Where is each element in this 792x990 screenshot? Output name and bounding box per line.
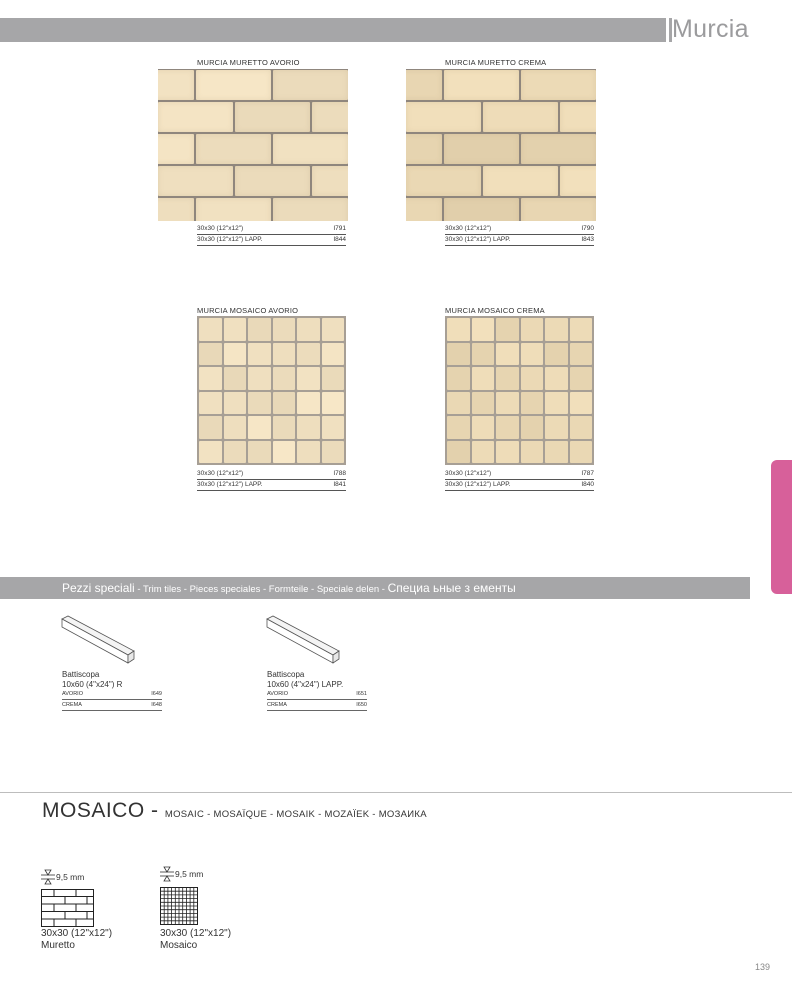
trim-code-row [267,700,367,711]
thickness-icon [159,864,175,884]
mosaic-chip [322,318,345,341]
code-row [445,469,594,480]
code-text: I648 [151,702,162,708]
mosaic-chip [545,416,568,439]
mosaic-chip [496,318,519,341]
mosaic-chip [273,416,296,439]
mosaico-crema-image [445,316,594,465]
size-text: 30x30 (12"x12") [197,470,244,477]
mosaic-chip [273,318,296,341]
muretto-pattern-icon [41,889,94,927]
mosaic-chip [248,343,271,366]
mosaic-chip [199,318,222,341]
mosaic-chip [248,318,271,341]
format-size: 30x30 (12"x12") [160,928,232,939]
mosaic-chip [447,343,470,366]
brick-tile [521,198,596,221]
code-text: I788 [333,470,346,477]
mosaic-chip [297,441,320,464]
mosaic-chip [521,441,544,464]
mosaic-chip [248,367,271,390]
mosaic-chip [570,392,593,415]
mosaic-chip [496,392,519,415]
tone-text: AVORIO [267,691,288,697]
mosaico-title: MOSAICO - [42,799,159,822]
mosaic-chip [570,318,593,341]
mosaic-chip [273,367,296,390]
mosaic-chip [322,416,345,439]
product-name: MURCIA MURETTO AVORIO [197,58,300,67]
mosaic-chip [496,416,519,439]
mosaic-chip [273,441,296,464]
mosaic-chip [224,318,247,341]
mosaic-chip [472,318,495,341]
tone-text: CREMA [62,702,82,708]
size-text: 30x30 (12"x12") LAPP. [197,236,263,243]
brick-tile [235,166,310,196]
mosaic-chip [322,343,345,366]
trim-item-label [62,670,122,690]
mosaic-chip [447,416,470,439]
mosaic-chip [545,392,568,415]
product-codes [197,469,346,491]
brick-tile [406,134,442,164]
brick-tile [483,102,558,132]
brick-tile [158,198,194,221]
brick-tile [444,134,519,164]
code-row [197,480,346,491]
trim-item-codes [62,689,162,711]
mosaic-chip [447,318,470,341]
trim-code-row [62,689,162,700]
muretto-avorio-image [158,69,348,221]
brick-tile [406,70,442,100]
product-name: MURCIA MOSAICO AVORIO [197,306,299,315]
code-row [197,224,346,235]
brick-tile [196,70,271,100]
mosaic-chip [297,318,320,341]
mosaic-chip [521,367,544,390]
brick-tile [406,166,481,196]
battiscopa-drawing [265,615,343,665]
mosaic-chip [521,318,544,341]
mosaico-subtitle-cyr: МОЗАИКА [378,809,427,820]
product-name: MURCIA MOSAICO CREMA [445,306,545,315]
brick-tile [406,198,442,221]
mosaic-chip [472,343,495,366]
code-text: I840 [581,481,594,488]
code-text: I787 [581,470,594,477]
mosaic-chip [297,367,320,390]
brick-tile [273,198,348,221]
trim-code-row [267,689,367,700]
mosaic-chip [570,416,593,439]
code-text: I843 [581,236,594,243]
trim-code-row [62,700,162,711]
code-text: I650 [356,702,367,708]
format-name: Mosaico [160,940,198,951]
mosaic-chip [297,392,320,415]
mosaic-chip [472,392,495,415]
brick-tile [521,134,596,164]
brick-tile [196,198,271,221]
brick-tile [560,166,596,196]
code-row [197,469,346,480]
mosaic-chip [322,441,345,464]
section-divider [0,792,792,793]
brick-tile [521,70,596,100]
brick-tile [444,198,519,221]
brick-tile [235,102,310,132]
brick-tile [312,102,348,132]
product-codes [197,224,346,246]
mosaic-chip [322,392,345,415]
trim-item-size: 10x60 (4"x24") LAPP. [267,680,344,689]
brick-tile [483,166,558,196]
mosaic-chip [545,343,568,366]
code-text: I790 [581,225,594,232]
product-name: MURCIA MURETTO CREMA [445,58,547,67]
mosaic-chip [224,441,247,464]
mosaic-chip [545,318,568,341]
mosaic-chip [248,416,271,439]
mosaic-chip [570,441,593,464]
tone-text: AVORIO [62,691,83,697]
mosaic-chip [545,367,568,390]
mosaic-chip [224,343,247,366]
brick-tile [444,70,519,100]
brick-tile [158,166,233,196]
mosaico-subtitle: MOSAIC - MOSAÏQUE - MOSAIK - MOZAÏEK - [164,809,379,820]
battiscopa-drawing [60,615,138,665]
mosaic-chip [570,343,593,366]
code-row [445,224,594,235]
code-text: I651 [356,691,367,697]
size-text: 30x30 (12"x12") LAPP. [197,481,263,488]
brick-tile [273,134,348,164]
mosaic-chip [297,416,320,439]
brick-tile [273,70,348,100]
brick-tile [312,166,348,196]
trim-title-rest: - Trim tiles - Pieces speciales - Formteile - Speciale delen - [134,584,388,595]
mosaic-chip [248,441,271,464]
format-name: Muretto [41,940,75,951]
mosaic-chip [496,343,519,366]
code-text: I841 [333,481,346,488]
trim-title-lead: Pezzi speciali [62,581,135,595]
size-text: 30x30 (12"x12") LAPP. [445,481,511,488]
code-text: I649 [151,691,162,697]
mosaic-chip [545,441,568,464]
product-codes [445,224,594,246]
size-text: 30x30 (12"x12") [445,225,492,232]
mosaic-chip [224,367,247,390]
format-label [41,928,112,952]
mosaic-chip [273,343,296,366]
brick-tile [158,134,194,164]
page-number: 139 [755,962,771,972]
mosaic-chip [273,392,296,415]
code-text: I844 [333,236,346,243]
mosaic-chip [570,367,593,390]
format-size: 30x30 (12"x12") [41,928,113,939]
mosaic-chip [521,416,544,439]
product-codes [445,469,594,491]
brick-tile [406,102,481,132]
brick-tile [158,102,233,132]
mosaic-chip [199,392,222,415]
trim-title-cyrillic: Специа ьные з ементы [387,581,516,595]
series-title: Murcia [672,15,749,43]
mosaic-chip [472,416,495,439]
mosaic-chip [199,441,222,464]
mosaic-chip [447,367,470,390]
mosaic-chip [472,441,495,464]
size-text: 30x30 (12"x12") [445,470,492,477]
mosaico-avorio-image [197,316,346,465]
thickness-text: 9,5 mm [175,869,204,879]
trim-item-name: Battiscopa [267,670,305,679]
mosaic-chip [297,343,320,366]
mosaic-chip [199,343,222,366]
mosaic-chip [322,367,345,390]
size-text: 30x30 (12"x12") [197,225,244,232]
code-row [445,235,594,246]
trim-section-title [62,581,516,595]
mosaic-chip [472,367,495,390]
code-row [197,235,346,246]
thickness-icon [40,867,56,887]
format-label [160,928,231,952]
mosaico-pattern-icon [160,887,198,925]
size-text: 30x30 (12"x12") LAPP. [445,236,511,243]
mosaic-chip [248,392,271,415]
mosaic-chip [224,416,247,439]
section-side-tab[interactable] [771,460,792,594]
brick-tile [560,102,596,132]
mosaico-heading [42,799,427,823]
muretto-crema-image [406,69,596,221]
code-row [445,480,594,491]
mosaic-chip [521,392,544,415]
tone-text: CREMA [267,702,287,708]
trim-item-label [267,670,343,690]
brick-tile [158,70,194,100]
thickness-text: 9,5 mm [56,872,85,882]
mosaic-chip [224,392,247,415]
trim-item-size: 10x60 (4"x24") R [62,680,123,689]
code-text: I791 [333,225,346,232]
trim-item-codes [267,689,367,711]
trim-item-name: Battiscopa [62,670,100,679]
mosaic-chip [447,392,470,415]
mosaic-chip [521,343,544,366]
header-bar [0,18,666,42]
brick-tile [196,134,271,164]
mosaic-chip [447,441,470,464]
mosaic-chip [199,416,222,439]
mosaic-chip [496,367,519,390]
mosaic-chip [199,367,222,390]
mosaic-chip [496,441,519,464]
